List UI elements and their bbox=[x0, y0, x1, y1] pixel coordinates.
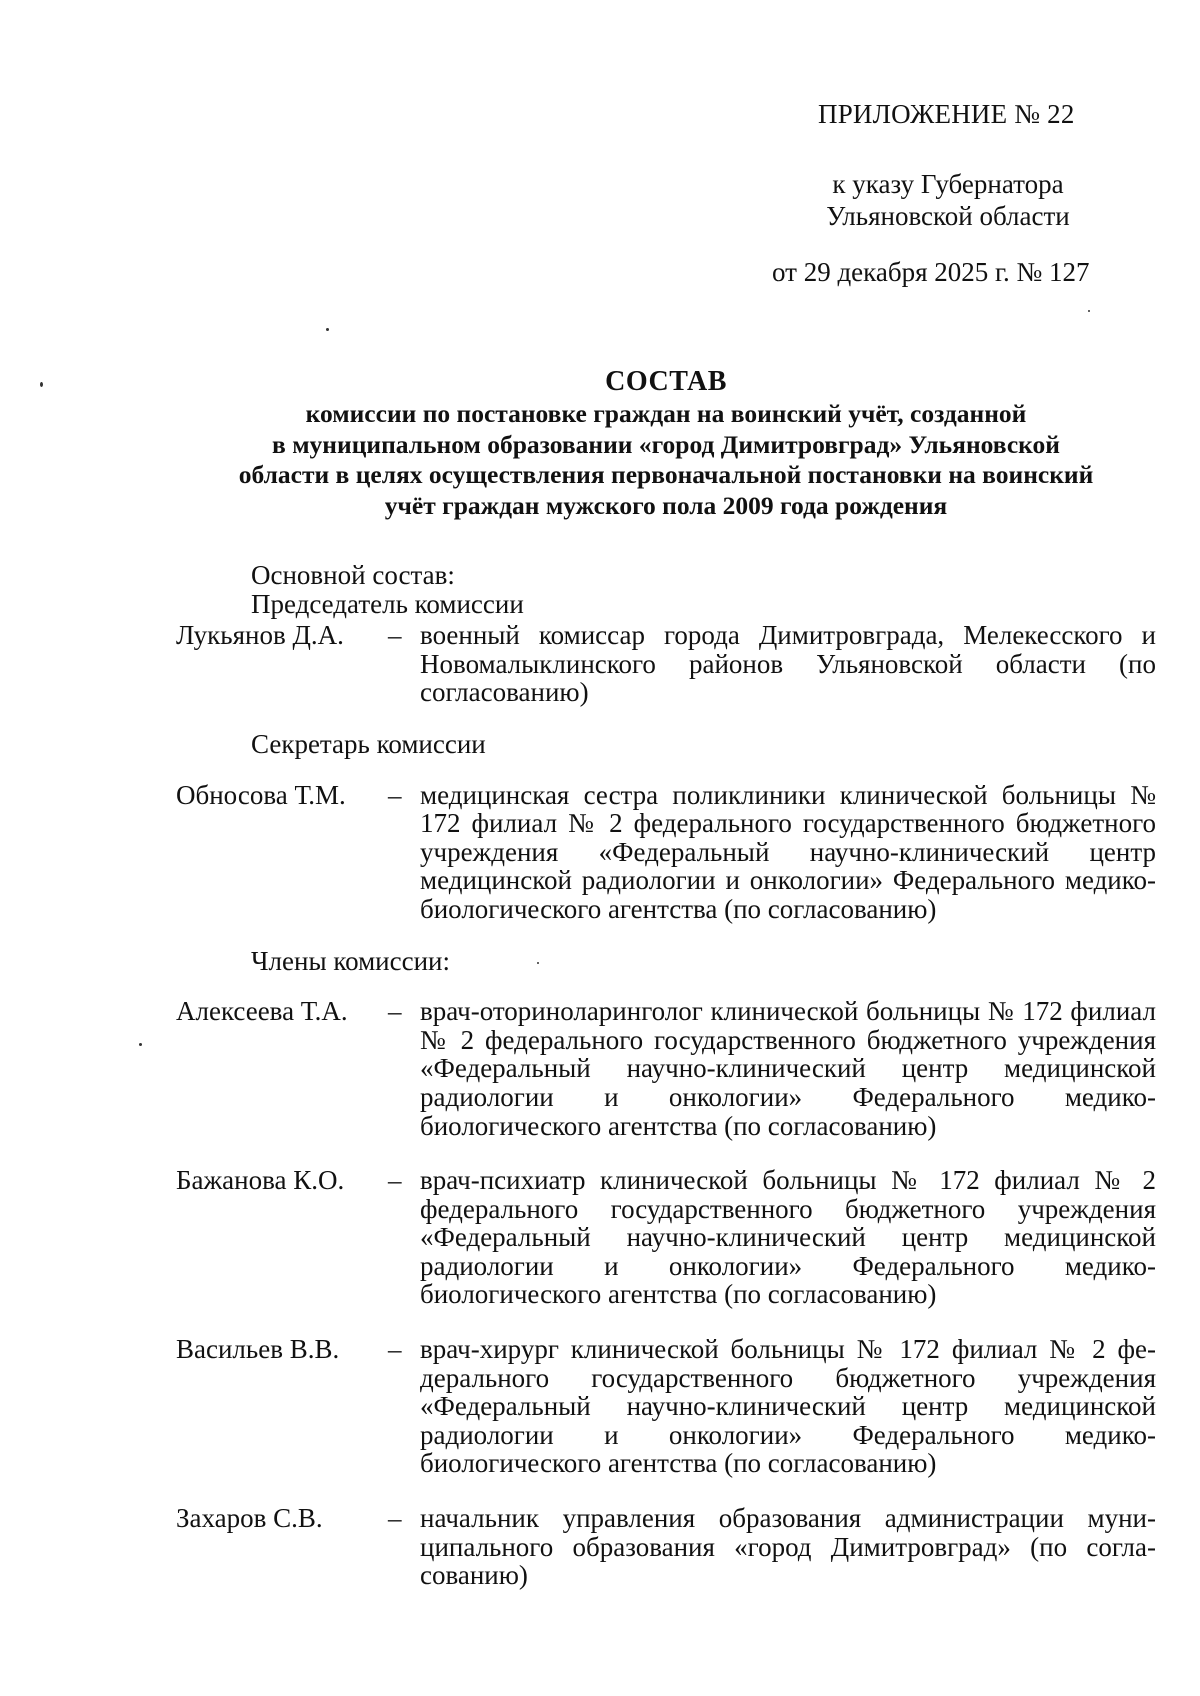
subtitle-line-4: учёт граждан мужского пола 2009 года рождения bbox=[384, 490, 948, 520]
secretary-label: Секретарь комиссии bbox=[251, 728, 486, 759]
dash: – bbox=[388, 620, 402, 651]
title-subtitle bbox=[180, 399, 1152, 521]
member-name: Лукьянов Д.А. bbox=[176, 620, 344, 651]
member-description: врач-хирург клинической больницы № 172 филиал № 2 федерального государственного бюджетного учреждения «Федеральный научно-клинический центр медицинской радиологии и онкологии» Федерального медико-биологического агентства (по согласованию) bbox=[420, 1334, 1156, 1479]
decree-reference-line-2: Ульяновской области bbox=[826, 201, 1070, 231]
member-entry bbox=[176, 1504, 1156, 1590]
member-entry bbox=[176, 1166, 1156, 1309]
dash: – bbox=[388, 779, 402, 810]
member-description: врач-оториноларинголог клинической больницы № 172 филиал № 2 федерального государственного бюджетного учреждения «Федеральный научно-клинический центр медицинской радиологии и онкологии» Федерального медико-биологического агентства (по согласованию) bbox=[420, 996, 1156, 1141]
scan-speck bbox=[139, 1043, 142, 1046]
subtitle-line-3: области в целях осуществления первоначальной постановки на воинский bbox=[238, 460, 1094, 489]
member-description: медицинская сестра поликлиники клинической больницы № 172 филиал № 2 федерального государственного бюджетного учреждения «Федеральный научно-клинический центр медицинской радиологии и онкологии» Федерального медико-биологического агентства (по согласованию) bbox=[420, 779, 1156, 924]
scan-speck bbox=[326, 328, 329, 331]
scan-speck bbox=[537, 962, 539, 964]
title-heading: СОСТАВ bbox=[605, 366, 727, 397]
dash: – bbox=[388, 996, 402, 1027]
decree-reference-line-1: к указу Губернатора bbox=[832, 169, 1064, 199]
member-entry bbox=[176, 997, 1156, 1140]
member-entry bbox=[176, 1335, 1156, 1478]
chair-label: Председатель комиссии bbox=[251, 588, 524, 619]
subtitle-line-2: в муниципальном образовании «город Димитровград» Ульяновской bbox=[272, 429, 1060, 459]
decree-reference bbox=[818, 168, 1078, 232]
main-composition-label: Основной состав: bbox=[251, 560, 455, 590]
dash: – bbox=[388, 1165, 402, 1196]
dash: – bbox=[388, 1334, 402, 1365]
subtitle-line-1: комиссии по постановке граждан на воинский учёт, созданной bbox=[305, 399, 1027, 428]
document-title bbox=[180, 365, 1152, 521]
composition-body bbox=[176, 561, 1156, 1616]
member-name: Захаров С.В. bbox=[176, 1503, 323, 1534]
dash: – bbox=[388, 1503, 402, 1534]
appendix-number: ПРИЛОЖЕНИЕ № 22 bbox=[818, 99, 1075, 129]
member-description: врач-психиатр клинической больницы № 172 филиал № 2 федерального государственного бюджетного учреждения «Федеральный научно-клинический центр медицинской радиологии и онкологии» Федерального медико-биологического агентства (по согласованию) bbox=[420, 1165, 1156, 1310]
member-name: Обносова Т.М. bbox=[176, 779, 346, 810]
decree-date: от 29 декабря 2025 г. № 127 bbox=[772, 257, 1090, 287]
member-description: начальник управления образования администрации муниципального образования «город Димитровград» (по согласованию) bbox=[420, 1503, 1156, 1591]
chair-entry bbox=[176, 621, 1156, 707]
member-name: Алексеева Т.А. bbox=[176, 996, 348, 1027]
member-name: Бажанова К.О. bbox=[176, 1165, 345, 1196]
member-name: Васильев В.В. bbox=[176, 1334, 340, 1365]
scan-speck bbox=[40, 382, 43, 387]
secretary-entry bbox=[176, 781, 1156, 924]
member-description: военный комиссар города Димитровграда, Мелекесского и Новомалыклинского районов Ульяновской области (по согласованию) bbox=[420, 620, 1156, 708]
members-label: Члены комиссии: bbox=[251, 945, 450, 976]
scan-speck bbox=[1088, 310, 1090, 312]
